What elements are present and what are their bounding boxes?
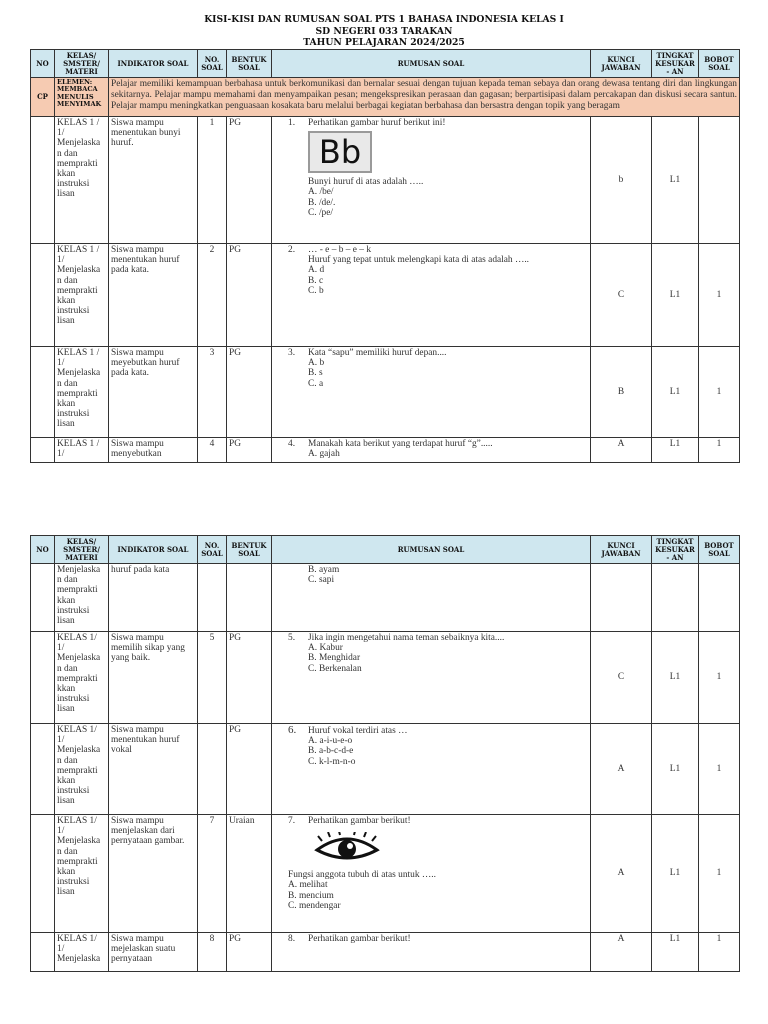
- rumusan-cell: [272, 244, 591, 347]
- option-c: C. mendengar: [288, 900, 341, 911]
- kunci-cell: A: [591, 933, 652, 972]
- no-soal-cell: 1: [198, 117, 227, 244]
- option-b: B. Menghidar: [308, 653, 361, 664]
- kunci-cell: A: [591, 438, 652, 463]
- bentuk-cell: PG: [227, 724, 272, 815]
- option-b: B. c: [308, 275, 324, 286]
- table-row: [31, 244, 740, 347]
- bobot-cell: 1: [699, 724, 740, 815]
- document-title: [0, 14, 768, 49]
- no-soal-cell: 2: [198, 244, 227, 347]
- question-stem: … - e – b – e – k: [308, 245, 372, 255]
- question-stem: Perhatikan gambar huruf berikut ini!: [308, 118, 446, 128]
- table-row: [31, 815, 740, 933]
- cp-row: [31, 78, 740, 117]
- rumusan-cell: [272, 438, 591, 463]
- letter-bb-image: Bb: [308, 131, 372, 173]
- materi-cell: KELAS 1 / 1/: [55, 438, 109, 463]
- kunci-cell: B: [591, 347, 652, 438]
- table-header-row: [31, 50, 740, 78]
- question-stem: Kata “sapu” memiliki huruf depan....: [308, 348, 447, 358]
- question-prompt: Huruf yang tepat untuk melengkapi kata di atas adalah …..: [308, 255, 530, 266]
- materi-cell: KELAS 1/ 1/ Menjelaska: [55, 933, 109, 972]
- table-row: [31, 933, 740, 972]
- bentuk-cell: PG: [227, 632, 272, 724]
- bentuk-cell: PG: [227, 244, 272, 347]
- option-b: B. /de/.: [308, 197, 336, 208]
- tingkat-cell: L1: [652, 438, 699, 463]
- question-stem: Jika ingin mengetahui nama teman sebaiknya kita....: [308, 633, 505, 643]
- title-line-3: TAHUN PELAJARAN 2024/2025: [303, 37, 465, 48]
- table-row: [31, 438, 740, 463]
- bobot-cell: [699, 117, 740, 244]
- table-row: [31, 564, 740, 632]
- materi-cell: KELAS 1 / 1/ Menjelaska n dan memprakti kkan instruksi lisan: [55, 244, 109, 347]
- materi-cell: KELAS 1/ 1/ Menjelaska n dan memprakti kkan instruksi lisan: [55, 724, 109, 815]
- table-header-row: [31, 536, 740, 564]
- elemen-label: ELEMEN: MEMBACA MENULIS MENYIMAK: [55, 78, 109, 117]
- kunci-cell: C: [591, 632, 652, 724]
- question-stem: Perhatikan gambar berikut!: [308, 816, 411, 826]
- option-a: A. /be/: [308, 187, 334, 198]
- bentuk-cell: PG: [227, 438, 272, 463]
- tingkat-cell: L1: [652, 347, 699, 438]
- rumusan-cell: [272, 933, 591, 972]
- table-row: [31, 117, 740, 244]
- indikator-cell: Siswa mampu mejelaskan suatu pernyataan: [109, 933, 198, 972]
- option-c: C. b: [308, 285, 324, 296]
- no-soal-cell: 4: [198, 438, 227, 463]
- question-prompt: Fungsi anggota tubuh di atas untuk …..: [288, 870, 436, 881]
- option-b: B. s: [308, 368, 323, 379]
- rumusan-cell: [272, 815, 591, 933]
- table-row: [31, 724, 740, 815]
- no-soal-cell: 8: [198, 933, 227, 972]
- rumusan-cell: [272, 724, 591, 815]
- header-indikator: INDIKATOR SOAL: [109, 536, 198, 564]
- no-soal-cell: [198, 724, 227, 815]
- bentuk-cell: PG: [227, 933, 272, 972]
- indikator-cell: Siswa mampu meyebutkan huruf pada kata.: [109, 347, 198, 438]
- eye-icon: [314, 832, 380, 864]
- question-stem: Perhatikan gambar berikut!: [308, 934, 411, 944]
- question-prompt: Bunyi huruf di atas adalah …..: [308, 177, 424, 188]
- table-row: [31, 347, 740, 438]
- kisi-kisi-table-1: [30, 49, 740, 463]
- tingkat-cell: L1: [652, 815, 699, 933]
- header-bobot: BOBOT SOAL: [699, 50, 740, 78]
- tingkat-cell: L1: [652, 724, 699, 815]
- indikator-cell: Siswa mampu memilih sikap yang yang baik.: [109, 632, 198, 724]
- bobot-cell: 1: [699, 438, 740, 463]
- cp-description: Pelajar memiliki kemampuan berbahasa untuk berkomunikasi dan bernalar sesuai dengan tujuan kepada teman sebaya dan orang dewasa tentang diri dan lingkungan sekitarnya. Pelajar mampu memahami dan menyampaikan pesan; mengekspresikan perasaan dan gagasan; berpartisipasi dalam percakapan dan diskusi secara santun. Pelajar mampu meningkatkan penguasaan kosakata baru melalui berbagai kegiatan berbahasa dan bersastra dengan topik yang beragam: [109, 78, 740, 117]
- question-number: 8.: [288, 934, 296, 944]
- rumusan-cell: [272, 117, 591, 244]
- rumusan-cell: [272, 347, 591, 438]
- bobot-cell: 1: [699, 632, 740, 724]
- option-b: B. mencium: [288, 890, 334, 901]
- header-tingkat: TINGKAT KESUKAR - AN: [652, 50, 699, 78]
- table-row: [31, 632, 740, 724]
- kunci-cell: A: [591, 815, 652, 933]
- question-number: 3.: [288, 348, 296, 358]
- tingkat-cell: L1: [652, 933, 699, 972]
- header-bentuk: BENTUK SOAL: [227, 536, 272, 564]
- tingkat-cell: L1: [652, 632, 699, 724]
- option-c: C. sapi: [308, 575, 335, 586]
- no-soal-cell: 3: [198, 347, 227, 438]
- materi-cell: KELAS 1/ 1/ Menjelaska n dan memprakti kkan instruksi lisan: [55, 632, 109, 724]
- question-stem: Huruf vokal terdiri atas …: [308, 726, 408, 736]
- option-a: A. Kabur: [308, 643, 343, 654]
- option-c: C. a: [308, 378, 324, 389]
- header-no-soal: NO. SOAL: [198, 536, 227, 564]
- bobot-cell: 1: [699, 244, 740, 347]
- option-b: B. ayam: [308, 565, 340, 575]
- question-number: 7.: [288, 816, 296, 826]
- indikator-cell: Siswa mampu menentukan huruf pada kata.: [109, 244, 198, 347]
- rumusan-cell: [272, 564, 591, 632]
- header-bentuk: BENTUK SOAL: [227, 50, 272, 78]
- tingkat-cell: L1: [652, 244, 699, 347]
- kunci-cell: A: [591, 724, 652, 815]
- option-a: A. b: [308, 358, 325, 369]
- question-number: 4.: [288, 439, 296, 449]
- kunci-cell: C: [591, 244, 652, 347]
- option-a: A. gajah: [308, 449, 340, 460]
- no-soal-cell: 7: [198, 815, 227, 933]
- header-kelas: KELAS/ SMSTER/ MATERI: [55, 50, 109, 78]
- header-no: NO: [31, 536, 55, 564]
- header-rumusan: RUMUSAN SOAL: [272, 536, 591, 564]
- option-c: C. k-l-m-n-o: [308, 756, 356, 767]
- header-indikator: INDIKATOR SOAL: [109, 50, 198, 78]
- bentuk-cell: Uraian: [227, 815, 272, 933]
- materi-cell: Menjelaska n dan memprakti kkan instruksi lisan: [55, 564, 109, 632]
- header-no-soal: NO. SOAL: [198, 50, 227, 78]
- header-kunci: KUNCI JAWABAN: [591, 50, 652, 78]
- header-rumusan: RUMUSAN SOAL: [272, 50, 591, 78]
- bentuk-cell: PG: [227, 347, 272, 438]
- option-c: C. Berkenalan: [308, 663, 362, 674]
- bobot-cell: 1: [699, 815, 740, 933]
- rumusan-cell: [272, 632, 591, 724]
- option-b: B. a-b-c-d-e: [308, 746, 354, 757]
- indikator-cell: huruf pada kata: [109, 564, 198, 632]
- header-no: NO: [31, 50, 55, 78]
- no-soal-cell: 5: [198, 632, 227, 724]
- bobot-cell: 1: [699, 933, 740, 972]
- tingkat-cell: L1: [652, 117, 699, 244]
- option-a: A. d: [308, 265, 325, 276]
- title-line-1: KISI-KISI DAN RUMUSAN SOAL PTS 1 BAHASA INDONESIA KELAS I: [204, 14, 564, 25]
- indikator-cell: Siswa mampu menentukan huruf vokal: [109, 724, 198, 815]
- question-stem: Manakah kata berikut yang terdapat huruf “g”.....: [308, 439, 493, 449]
- header-kunci: KUNCI JAWABAN: [591, 536, 652, 564]
- title-line-2: SD NEGERI 033 TARAKAN: [315, 25, 453, 37]
- question-number: 5.: [288, 633, 296, 643]
- option-c: C. /pe/: [308, 207, 333, 218]
- materi-cell: KELAS 1 / 1/ Menjelaska n dan memprakti kkan instruksi lisan: [55, 347, 109, 438]
- kisi-kisi-table-2: [30, 535, 740, 972]
- option-a: A. melihat: [288, 880, 328, 891]
- bobot-cell: 1: [699, 347, 740, 438]
- indikator-cell: Siswa mampu menentukan bunyi huruf.: [109, 117, 198, 244]
- cp-label: CP: [31, 78, 55, 117]
- indikator-cell: Siswa mampu menyebutkan: [109, 438, 198, 463]
- indikator-cell: Siswa mampu menjelaskan dari pernyataan gambar.: [109, 815, 198, 933]
- question-number: 6.: [288, 724, 297, 736]
- bentuk-cell: PG: [227, 117, 272, 244]
- kunci-cell: b: [591, 117, 652, 244]
- materi-cell: KELAS 1/ 1/ Menjelaska n dan memprakti kkan instruksi lisan: [55, 815, 109, 933]
- materi-cell: KELAS 1 / 1/ Menjelaska n dan memprakti kkan instruksi lisan: [55, 117, 109, 244]
- option-a: A. a-i-u-e-o: [308, 736, 353, 747]
- question-number: 1.: [288, 118, 296, 128]
- header-kelas: KELAS/ SMSTER/ MATERI: [55, 536, 109, 564]
- header-tingkat: TINGKAT KESUKAR - AN: [652, 536, 699, 564]
- question-number: 2.: [288, 245, 296, 255]
- header-bobot: BOBOT SOAL: [699, 536, 740, 564]
